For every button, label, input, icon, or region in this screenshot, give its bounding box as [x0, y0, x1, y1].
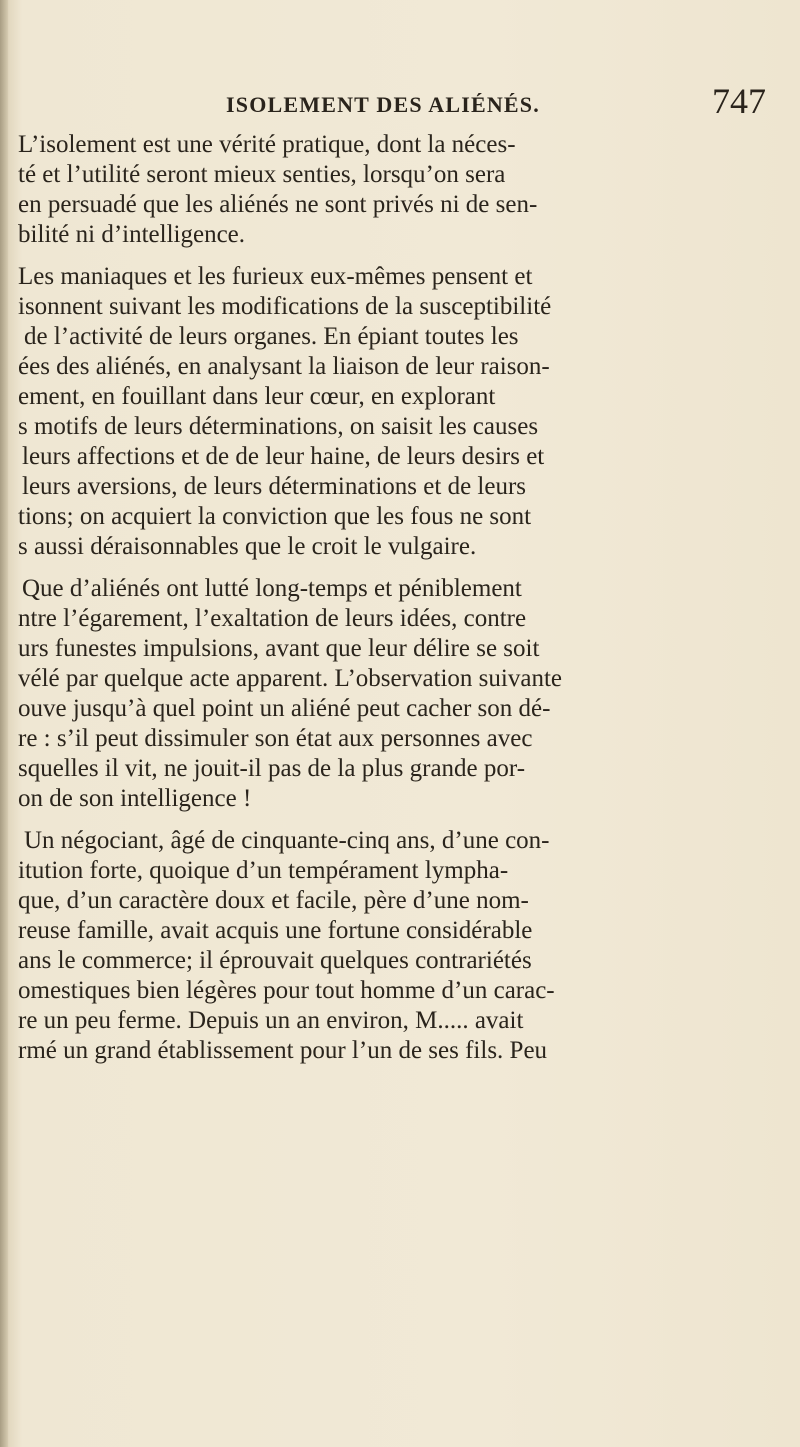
text-line: itution forte, quoique d’un tempérament lympha- — [18, 857, 509, 884]
text-line: leurs aversions, de leurs déterminations et de leurs — [22, 473, 527, 500]
text-line: tions; on acquiert la conviction que les fous ne sont — [18, 503, 532, 530]
text-line: squelles il vit, ne jouit-il pas de la plus grande por- — [18, 755, 526, 782]
text-line: Un négociant, âgé de cinquante-cinq ans, d’une con- — [24, 827, 550, 854]
running-head: ISOLEMENT DES ALIÉNÉS. — [226, 92, 540, 117]
text-line: urs funestes impulsions, avant que leur délire se soit — [18, 635, 540, 662]
text-line: re : s’il peut dissimuler son état aux personnes avec — [18, 725, 533, 752]
text-line: bilité ni d’intelligence. — [18, 221, 246, 248]
text-line: ntre l’égarement, l’exaltation de leurs idées, contre — [18, 605, 527, 632]
text-line: ées des aliénés, en analysant la liaison de leur raison- — [18, 353, 550, 380]
page-header — [0, 80, 800, 130]
text-line: L’isolement est une vérité pratique, dont la néces- — [18, 131, 516, 158]
text-line: ement, en fouillant dans leur cœur, en explorant — [18, 383, 496, 410]
text-line: leurs affections et de de leur haine, de leurs desirs et — [22, 443, 545, 470]
text-line: té et l’utilité seront mieux senties, lorsqu’on sera — [18, 161, 506, 188]
text-line: isonnent suivant les modifications de la susceptibilité — [18, 293, 552, 320]
text-line: on de son intelligence ! — [18, 785, 252, 812]
text-line: s motifs de leurs déterminations, on saisit les causes — [18, 413, 539, 440]
text-line: omestiques bien légères pour tout homme d’un carac- — [18, 977, 555, 1004]
page-gutter-shadow — [0, 0, 8, 1447]
text-line: s aussi déraisonnables que le croit le vulgaire. — [18, 533, 477, 560]
text-line: de l’activité de leurs organes. En épiant toutes les — [24, 323, 519, 350]
text-line: vélé par quelque acte apparent. L’observation suivante — [18, 665, 562, 692]
text-line: rmé un grand établissement pour l’un de ses fils. Peu — [18, 1037, 548, 1064]
text-line: re un peu ferme. Depuis un an environ, M..... avait — [18, 1007, 524, 1034]
text-line: reuse famille, avait acquis une fortune considérable — [18, 917, 533, 944]
text-line: en persuadé que les aliénés ne sont privés ni de sen- — [18, 191, 538, 218]
page-number: 747 — [712, 81, 766, 121]
text-line: Les maniaques et les furieux eux-mêmes pensent et — [18, 263, 533, 290]
text-line: ans le commerce; il éprouvait quelques contrariétés — [18, 947, 532, 974]
text-line: que, d’un caractère doux et facile, père d’une nom- — [18, 887, 529, 914]
text-line: ouve jusqu’à quel point un aliéné peut cacher son dé- — [18, 695, 551, 722]
text-line: Que d’aliénés ont lutté long-temps et péniblement — [22, 575, 522, 602]
